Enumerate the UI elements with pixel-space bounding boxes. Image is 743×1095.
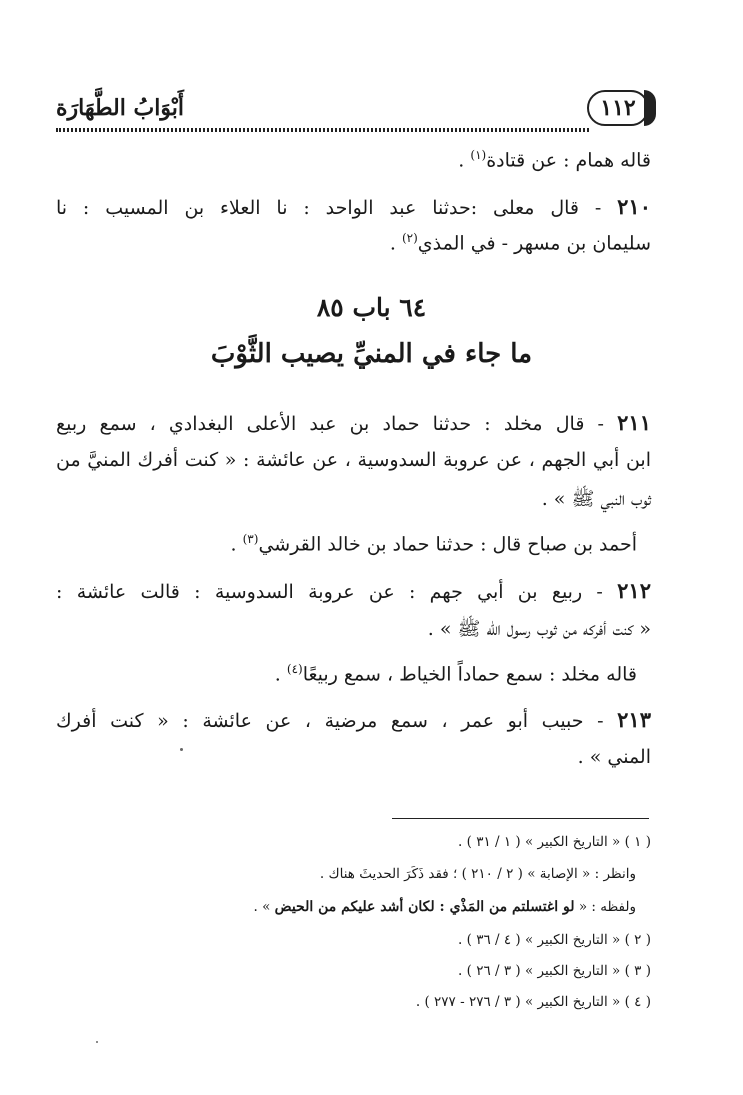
footnote-ref: (١) <box>470 148 487 162</box>
text-line: ابن أبي الجهم ، عن عروبة السدوسية ، عن عائشة : « كنت أفرك المنيَّ من <box>56 449 651 471</box>
header-dotted-rule <box>56 128 589 132</box>
text-segment: . <box>458 149 465 172</box>
footnote-2: ( ٢ ) « التاريخ الكبير » ( ٤ / ٣٦ ) . <box>458 932 651 948</box>
text-segment: ولفظه : « <box>578 899 636 915</box>
text-segment: . <box>230 533 237 556</box>
text-line <box>390 231 651 254</box>
text-segment: أحمد بن صباح قال : حدثنا حماد بن خالد القرشي <box>258 533 637 556</box>
text-line <box>458 148 651 171</box>
hadith-number: ٢١١ <box>617 410 651 435</box>
page-number-ornament <box>644 90 656 126</box>
page-number-badge <box>587 90 649 126</box>
hadith-213-line <box>56 707 651 732</box>
footnote-1-continued: وانظر : « الإصابة » ( ٢ / ٢١٠ ) ؛ فقد ذَكَرَ الحديثَ هناك . <box>319 866 636 882</box>
text-line <box>275 662 637 685</box>
text-segment: . <box>274 663 281 686</box>
speck <box>180 748 183 751</box>
text-line <box>231 532 637 555</box>
text-segment: سليمان بن مسهر - في المذي <box>417 232 651 255</box>
text-segment: قاله همام : عن قتادة <box>486 149 651 172</box>
hadith-210-line <box>56 194 651 219</box>
footnote-ref: (٢) <box>401 231 418 245</box>
text-segment: قاله مخلد : سمع حماداً الخياط ، سمع ربيعًا <box>302 663 637 686</box>
hadith-text: - حبيب أبو عمر ، سمع مرضية ، عن عائشة : « كنت أفرك <box>56 710 604 732</box>
hadith-text: - قال مخلد : حدثنا حماد بن عبد الأعلى البغدادي ، سمع ربيع <box>56 413 604 435</box>
hadith-number: ٢١٣ <box>617 707 651 732</box>
page-number: ١١٢ <box>600 95 636 121</box>
hadith-text: - قال معلى :حدثنا عبد الواحد : نا العلاء بن المسيب : نا <box>56 197 602 219</box>
footnote-separator <box>392 818 649 819</box>
text-segment: . <box>389 232 396 255</box>
quote-bold: لو اغتسلتم من المَذْي : لكان أشد عليكم من الحيض <box>274 899 575 915</box>
hadith-number: ٢١٢ <box>617 578 651 603</box>
text-line: المني » . <box>577 746 651 768</box>
chapter-title: ما جاء في المنيِّ يصيب الثَّوْبَ <box>210 339 533 369</box>
footnote-1: ( ١ ) « التاريخ الكبير » ( ١ / ٣١ ) . <box>458 834 651 850</box>
text-line: ثوب النبي ﷺ » . <box>541 488 651 510</box>
hadith-text: - ربيع بن أبي جهم : عن عروبة السدوسية : قالت عائشة : <box>56 581 603 603</box>
footnote-3: ( ٣ ) « التاريخ الكبير » ( ٣ / ٢٦ ) . <box>458 963 651 979</box>
footnote-ref: (٣) <box>242 532 259 546</box>
footnote-4: ( ٤ ) « التاريخ الكبير » ( ٣ / ٢٧٦ - ٢٧٧ ) . <box>415 994 651 1010</box>
hadith-212-line <box>56 578 651 603</box>
footnote-ref: (٤) <box>286 662 303 676</box>
running-title: أَبْوَابُ الطَّهَارَة <box>56 95 184 121</box>
hadith-211-line <box>56 410 651 435</box>
text-segment: » . <box>253 899 271 915</box>
speck <box>96 1041 98 1043</box>
footnote-1-quote <box>254 899 636 915</box>
chapter-heading: ٦٤ باب ٨٥ <box>316 293 427 322</box>
hadith-number: ٢١٠ <box>617 194 651 219</box>
text-line: « كنت أفركه من ثوب رسول الله ﷺ » . <box>427 618 651 640</box>
